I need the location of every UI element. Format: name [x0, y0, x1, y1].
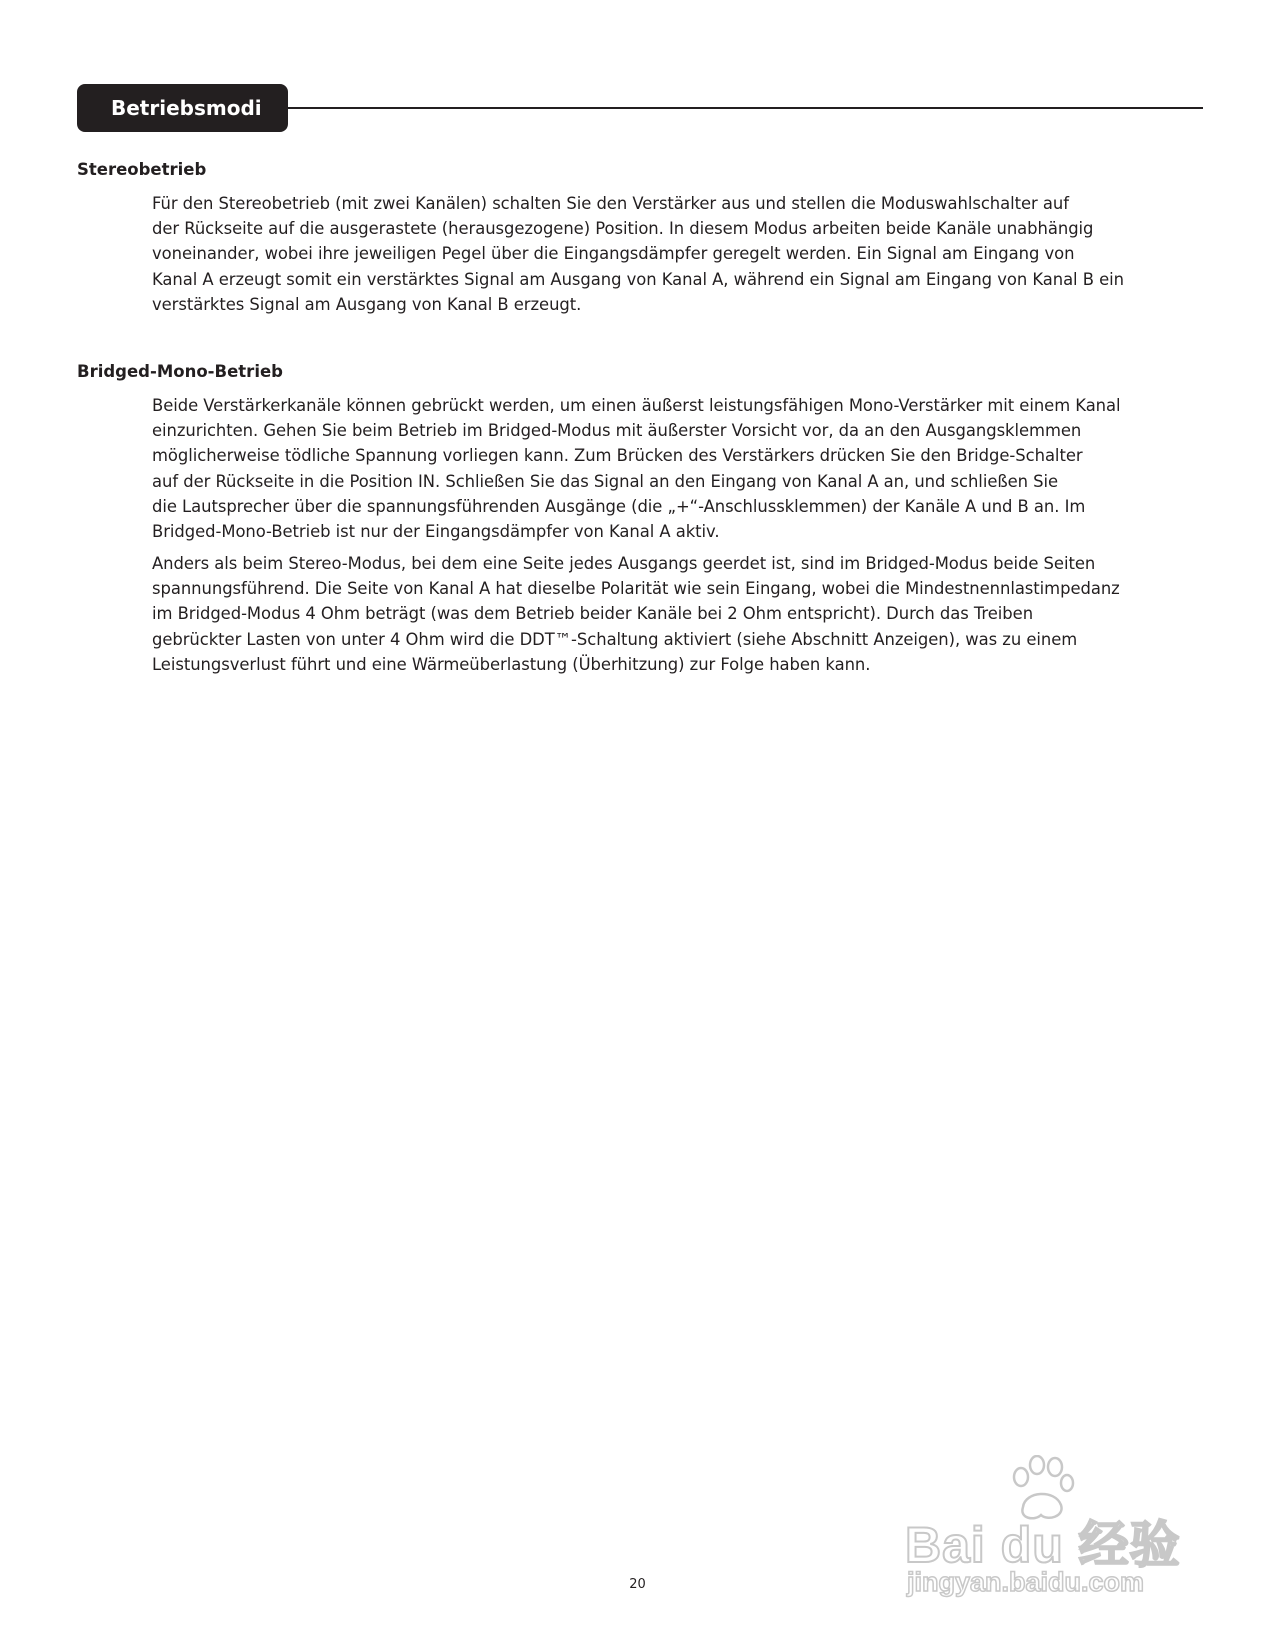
text-line: auf der Rückseite in die Position IN. Schließen Sie das Signal an den Eingang von Kanal A an, und schließen Sie — [152, 471, 1059, 491]
text-line: Kanal A erzeugt somit ein verstärktes Signal am Ausgang von Kanal A, während ein Signal am Eingang von Kanal B ein — [152, 269, 1124, 289]
watermark-url: jingyan.baidu.com — [907, 1567, 1145, 1597]
text-line: Leistungsverlust führt und eine Wärmeüberlastung (Überhitzung) zur Folge haben kann. — [152, 654, 871, 674]
bridged-paragraph-2 — [152, 551, 1212, 677]
text-line: einzurichten. Gehen Sie beim Betrieb im Bridged-Modus mit äußerster Vorsicht vor, da an den Ausgangsklemmen — [152, 421, 1082, 441]
text-line: Bridged-Mono-Betrieb ist nur der Eingangsdämpfer von Kanal A aktiv. — [152, 522, 720, 542]
text-line: spannungsführend. Die Seite von Kanal A hat dieselbe Polarität wie sein Eingang, wobei die Mindestnennlastimpedanz — [152, 579, 1120, 599]
bridged-paragraph-1 — [152, 393, 1212, 544]
watermark-brand: Bai du 经验 — [905, 1517, 1181, 1573]
stereo-heading: Stereobetrieb — [77, 160, 207, 179]
text-line: Für den Stereobetrieb (mit zwei Kanälen) schalten Sie den Verstärker aus und stellen die Moduswahlschalter auf — [152, 194, 1069, 213]
text-line: möglicherweise tödliche Spannung vorliegen kann. Zum Brücken des Verstärkers drücken Sie den Bridge-Schalter — [152, 446, 1083, 466]
text-line: Beide Verstärkerkanäle können gebrückt werden, um einen äußerst leistungsfähigen Mono-Verstärker mit einem Kanal — [152, 396, 1121, 415]
text-line: gebrückter Lasten von unter 4 Ohm wird die DDT™-Schaltung aktiviert (siehe Abschnitt Anzeigen), was zu einem — [152, 629, 1078, 649]
text-line: im Bridged-Modus 4 Ohm beträgt (was dem Betrieb beider Kanäle bei 2 Ohm entspricht). Durch das Treiben — [152, 604, 1034, 624]
text-line: verstärktes Signal am Ausgang von Kanal B erzeugt. — [152, 294, 582, 314]
bridged-heading: Bridged-Mono-Betrieb — [77, 362, 283, 381]
section-header — [77, 84, 1203, 132]
stereo-paragraph — [152, 191, 1212, 317]
text-line: voneinander, wobei ihre jeweiligen Pegel über die Eingangsdämpfer geregelt werden. Ein Signal am Eingang von — [152, 244, 1075, 264]
page-number: 20 — [629, 1577, 646, 1592]
text-line: der Rückseite auf die ausgerastete (herausgezogene) Position. In diesem Modus arbeiten beide Kanäle unabhängig — [152, 219, 1094, 239]
section-title: Betriebsmodi — [77, 84, 288, 132]
text-line: die Lautsprecher über die spannungsführenden Ausgänge (die „+“-Anschlussklemmen) der Kanäle A und B an. Im — [152, 496, 1086, 516]
section-rule — [288, 107, 1203, 109]
text-line: Anders als beim Stereo-Modus, bei dem eine Seite jedes Ausgangs geerdet ist, sind im Bridged-Modus beide Seiten — [152, 554, 1096, 573]
